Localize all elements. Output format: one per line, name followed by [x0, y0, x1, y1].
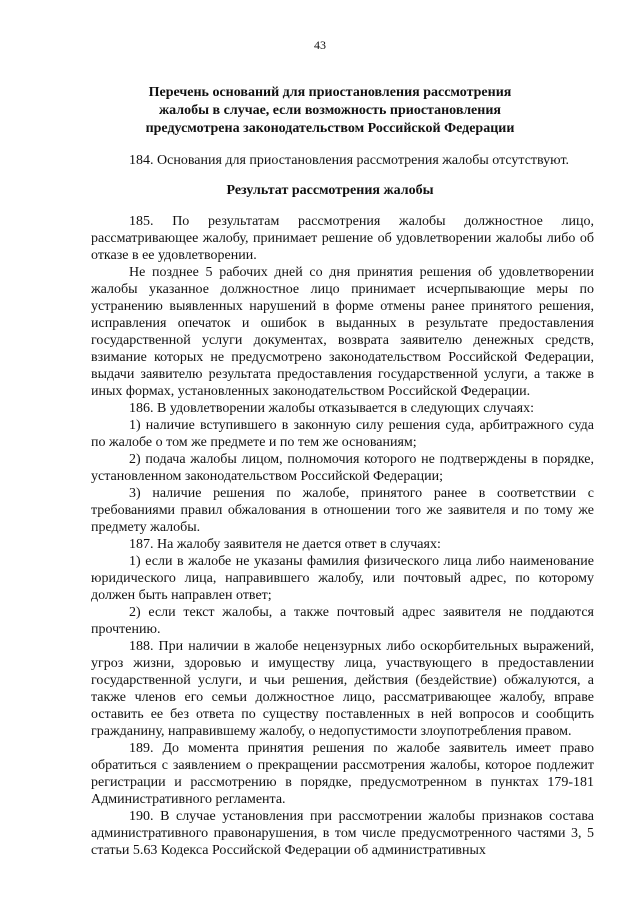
heading-line: Перечень оснований для приостановления рассмотрения — [148, 85, 512, 100]
paragraph-185: 185. По результатам рассмотрения жалобы должностное лицо, рассматривающее жалобу, принимает решение об удовлетворении жалобы либо об отказе в ее удовлетворении. — [91, 214, 594, 263]
page-number: 43 — [314, 38, 326, 52]
paragraph-186-item-2: 2) подача жалобы лицом, полномочия которого не подтверждены в порядке, установленном законодательством Российской Федерации; — [91, 452, 594, 484]
paragraph-186-item-3: 3) наличие решения по жалобе, принятого ранее в соответствии с требованиями правил обжалования в отношении того же заявителя и по тому же предмету жалобы. — [91, 486, 594, 535]
paragraph-184: 184. Основания для приостановления рассмотрения жалобы отсутствуют. — [129, 153, 570, 168]
section-heading-suspension — [60, 84, 600, 138]
paragraph-190: 190. В случае установления при рассмотрении жалобы признаков состава административного правонарушения, в том числе предусмотренного частями 3, 5 статьи 5.63 Кодекса Российской Федерации об административных — [91, 809, 594, 858]
paragraph-187-item-1: 1) если в жалобе не указаны фамилия физического лица либо наименование юридического лица, направившего жалобу, или почтовый адрес, по которому должен быть направлен ответ; — [91, 554, 594, 603]
paragraph-186: 186. В удовлетворении жалобы отказывается в следующих случаях: — [129, 401, 535, 416]
paragraph-186-item-1: 1) наличие вступившего в законную силу решения суда, арбитражного суда по жалобе о том же предмете и по тем же основаниям; — [91, 418, 594, 450]
paragraph-187-item-2: 2) если текст жалобы, а также почтовый адрес заявителя не поддаются прочтению. — [91, 605, 594, 637]
paragraph-189: 189. До момента принятия решения по жалобе заявитель имеет право обратиться с заявлением о прекращении рассмотрения жалобы, которое подлежит регистрации и рассмотрению в порядке, предусмотренном в пунктах 179-181 Административного регламента. — [91, 741, 594, 807]
section-heading-result: Результат рассмотрения жалобы — [226, 183, 434, 198]
paragraph-remedy: Не позднее 5 рабочих дней со дня принятия решения об удовлетворении жалобы указанное должностное лицо принимает исчерпывающие меры по устранению выявленных нарушений в форме отмены ранее принятого решения, исправления опечаток и ошибок в выданных в результате предоставления государственной услуги документах, возврата заявителю денежных средств, взимание которых не предусмотрено законодательством Российской Федерации, выдачи заявителю результата предоставления государственной услуги, а также в иных формах, установленных законодательством Российской Федерации. — [91, 265, 594, 399]
paragraph-187: 187. На жалобу заявителя не дается ответ в случаях: — [129, 537, 441, 552]
paragraph-188: 188. При наличии в жалобе нецензурных либо оскорбительных выражений, угроз жизни, здоровью и имуществу лица, участвующего в предоставлении государственной услуги, и чьи решения, действия (бездействие) обжалуются, а также членов его семьи должностное лицо, рассматривающее жалобу, вправе оставить ее без ответа по существу поставленных в ней вопросов и сообщить гражданину, направившему жалобу, о недопустимости злоупотребления правом. — [91, 639, 594, 739]
heading-line: жалобы в случае, если возможность приостановления — [159, 103, 501, 118]
heading-line: предусмотрена законодательством Российской Федерации — [145, 121, 515, 136]
